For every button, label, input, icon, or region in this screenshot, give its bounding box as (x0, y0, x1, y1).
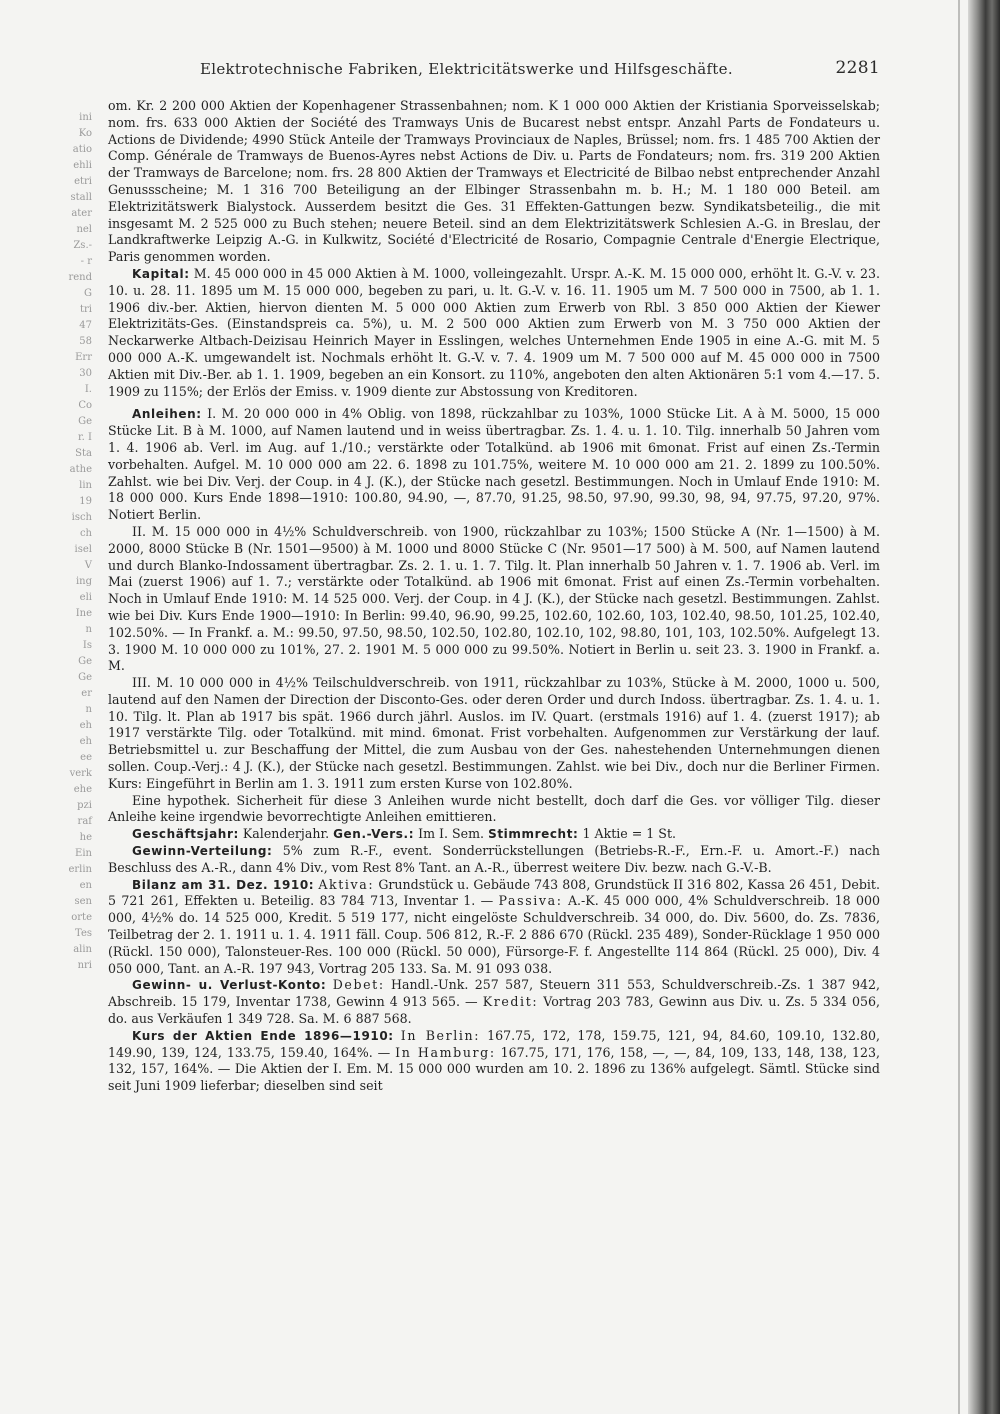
bleed-fragment: eh (79, 720, 92, 731)
hamburg-text: 167.75, 171, 176, 158, —, —, 84, 109, 133, 148, 138, 123, 132, 157, 164%. — (108, 1044, 881, 1077)
bleed-fragment: he (79, 832, 92, 843)
bleed-fragment: raf (77, 816, 92, 827)
bleed-fragment: verk (69, 768, 92, 779)
bleed-fragment: eh (79, 736, 92, 747)
gen-vers-text: Im I. Sem. (418, 826, 485, 842)
bleed-fragment: Ge (78, 656, 92, 667)
berlin-text: 167.75, 172, 178, 159.75, 121, 94, 84.60, 109.10, 132.80, 149.90, 139, 124, 133.75, 159.40, 164%. — (108, 1027, 880, 1060)
kapital-text: M. 45 000 000 in 45 000 Aktien à M. 1000, volleingezahlt. Urspr. A.-K. M. 15 000 000, erhöht lt. G.-V. v. 23. 10. u. 28. 11. 1895 um M. 15 000 000, begeben zu pari, u. lt. G.-V. v. 16. 11. 1905 um M. 7 500 000 in 7500, ab 1. 1. 1906 div.-ber. Aktien, hiervon dienten M. 5 000 000 Aktien zum Erwerb von Rbl. 3 850 000 Aktien der Kiewer Elektrizitäts-Ges. (Einstandspreis ca. 5%), u. M. 2 500 000 Aktien zum Erwerb von M. 3 750 000 Aktien der Neckarwerke Altbach-Deizisau Heinrich Mayer in Esslingen, welches Unternehmen Ende 1905 in eine A.-G. mit M. 5 000 000 A.-K. umgewandelt ist. Nochmals erhöht lt. G.-V. v. 7. 4. 1909 um M. 7 500 000 auf M. 45 000 000 in 7500 Aktien mit Div.-Ber. ab 1. 1. 1909, begeben an ein Konsort. zu 110%, angeboten den alten Aktionären 5:1 vom 4.—17. 5. 1909 zu 115%; der Erlös der Emiss. v. 1909 diente zur Abstossung von Kreditoren. (108, 265, 880, 399)
bleed-fragment: ater (71, 208, 92, 219)
bleed-fragment: lin (79, 480, 92, 491)
bleed-fragment: eli (79, 592, 92, 603)
gen-vers-label: Gen.-Vers.: (333, 827, 415, 842)
debet-text: Handl.-Unk. 257 587, Steuern 311 553, Schuldverschreib.-Zs. 1 387 942, Abschreib. 15 179, Inventar 1738, Gewinn 4 913 565. — (108, 977, 880, 1010)
gewinn-verteilung-label: Gewinn-Verteilung: (132, 844, 273, 859)
bleed-fragment: athe (69, 464, 92, 475)
running-header (200, 60, 880, 84)
bleed-fragment: - r (80, 256, 92, 267)
facing-page-bleed (0, 110, 100, 1370)
gewinn-verlust-label: Gewinn- u. Verlust-Konto: (132, 978, 327, 993)
bleed-fragment: nri (77, 960, 92, 971)
bleed-fragment: I. (84, 384, 92, 395)
bleed-fragment: 47 (79, 320, 92, 331)
bleed-fragment: ing (75, 576, 92, 587)
bleed-fragment: 58 (79, 336, 92, 347)
bleed-fragment: orte (71, 912, 92, 923)
anleihen-label: Anleihen: (132, 407, 202, 422)
kredit-label: Kredit: (482, 994, 539, 1010)
bleed-fragment: Ge (78, 672, 92, 683)
bleed-fragment: Ine (75, 608, 92, 619)
kurs-rest-text: Die Aktien der I. Em. M. 15 000 000 wurden am 10. 2. 1896 zu 136% aufgelegt. Sämtl. Stücke sind seit Juni 1909 lieferbar; dieselben sind seit (108, 1061, 880, 1094)
bleed-fragment: atio (72, 144, 92, 155)
bleed-fragment: G (84, 288, 92, 299)
geschaeftsjahr-paragraph (108, 826, 880, 843)
bleed-fragment: V (84, 560, 92, 571)
bleed-fragment: Zs.- (73, 240, 92, 251)
bleed-fragment: pzi (77, 800, 92, 811)
bleed-fragment: n (85, 624, 92, 635)
anleihe-ii-paragraph: II. M. 15 000 000 in 4½% Schuldverschreib. von 1900, rückzahlbar zu 103%; 1500 Stücke A (Nr. 1—1500) à M. 2000, 8000 Stücke B (Nr. 1501—9500) à M. 1000 und 8000 Stücke C (Nr. 9501—17 500) à M. 500, auf Namen lautend und durch Blanko-Indossament übertragbar. Zs. 2. 1. u. 1. 7. Tilg. lt. Plan innerhalb 50 Jahren v. 1. 7. 1906 ab. Verl. im Mai (zuerst 1906) auf 1. 7.; verstärkte oder Totalkünd. ab 1906 mit 6monat. Frist auf einen Zs.-Termin vorbehalten. Noch in Umlauf Ende 1910: M. 14 525 000. Verj. der Coup. in 4 J. (K.), der Stücke nach gesetzl. Bestimmungen. Zahlst. wie bei Div. Kurs Ende 1900—1910: In Berlin: 99.40, 96.90, 99.25, 102.60, 102.60, 103, 102.40, 98.50, 101.25, 102.40, 102.50%. — In Frankf. a. M.: 99.50, 97.50, 98.50, 102.50, 102.80, 102.10, 102, 98.80, 101, 103, 102.50%. Aufgelegt 13. 3. 1900 M. 10 000 000 zu 101%, 27. 2. 1901 M. 5 000 000 zu 99.50%. Notiert in Berlin u. seit 23. 3. 1900 in Frankf. a. M. (108, 523, 880, 674)
geschaeftsjahr-label: Geschäftsjahr: (132, 827, 239, 842)
passiva-text: A.-K. 45 000 000, 4% Schuldverschreib. 18 000 000, 4½% do. 14 525 000, Kredit. 5 519 177, nicht eingelöste Schuldverschreib. 34 000, do. Div. 5600, do. Zs. 7836, Teilbetrag der 2. 1. 1911 u. 1. 4. 1911 fäll. Coup. 506 812, R.-F. 2 886 670 (Rückl. 235 489), Sonder-Rücklage 1 950 000 (Rückl. 150 000), Talonsteuer-Res. 100 000 (Rückl. 50 000), Fürsorge-F. f. Angestellte 114 864 (Rückl. 25 000), Div. 4 050 000, Tant. an A.-R. 197 943, Vortrag 205 133. Sa. M. 91 093 038. (108, 893, 880, 976)
header-title: Elektrotechnische Fabriken, Elektricitätswerke und Hilfsgeschäfte. (200, 60, 733, 78)
bleed-fragment: ehe (73, 784, 92, 795)
bleed-fragment: Tes (75, 928, 92, 939)
bleed-fragment: r. I (78, 432, 92, 443)
kurs-paragraph (108, 1028, 880, 1095)
bleed-fragment: Ge (78, 416, 92, 427)
anleihe-i-text: I. M. 20 000 000 in 4% Oblig. von 1898, rückzahlbar zu 103%, 1000 Stücke Lit. A à M. 5000, 15 000 Stücke Lit. B à M. 1000, auf Namen lautend und in weiss übertragbar. Zs. 1. 4. u. 1. 10. Tilg. innerhalb 50 Jahren vom 1. 4. 1906 ab. Verl. im Aug. auf 1./10.; verstärkte oder Totalkünd. ab 1906 mit 6monat. Frist auf einen Zs.-Termin vorbehalten. Aufgel. M. 10 000 000 am 22. 6. 1898 zu 101.75%, weitere M. 10 000 000 am 21. 2. 1899 zu 100.50%. Zahlst. wie bei Div. Verj. der Coup. in 4 J. (K.), der Stücke nach gesetzl. Bestimmungen. Noch in Umlauf Ende 1910: M. 18 000 000. Kurs Ende 1898—1910: 100.80, 94.90, —, 87.70, 91.25, 98.50, 97.90, 99.30, 98, 94, 97.75, 97.20, 97%. Notiert Berlin. (108, 406, 880, 523)
stimmrecht-text: 1 Aktie = 1 St. (582, 826, 677, 842)
kapital-label: Kapital: (132, 266, 190, 281)
article-body (108, 98, 880, 1368)
bleed-fragment: ini (79, 112, 92, 123)
bleed-fragment: Err (75, 352, 92, 363)
holdings-paragraph: om. Kr. 2 200 000 Aktien der Kopenhagener Strassenbahnen; nom. K 1 000 000 Aktien der Kristiania Sporveisselskab; nom. frs. 633 000 Aktien der Société des Tramways Unis de Bucarest nebst entspr. Anzahl Parts de Fondateurs u. Actions de Dividende; 4990 Stück Anteile der Tramways Provinciaux de Naples, Brüssel; nom. frs. 1 485 700 Aktien der Comp. Générale de Tramways de Buenos-Ayres nebst Actions de Div. u. Parts de Fondateurs; nom. frs. 319 200 Aktien der Tramways de Barcelone; nom. frs. 28 800 Aktien der Tramways et Electricité de Bilbao nebst entprechender Anzahl Genussscheine; M. 1 316 700 Beteiligung an der Elbinger Strassenbahn m. b. H.; M. 1 180 000 Beteil. am Elektrizitätswerk Bialystock. Ausserdem besitzt die Ges. 31 Effekten-Gattungen bezw. Syndikatsbeteilig., die mit insgesamt M. 2 525 000 zu Buch stehen; neuere Beteil. sind an dem Elektrizitätswerk Schlesien A.-G. in Breslau, der Landkraftwerke Leipzig A.-G. in Kulkwitz, Société d'Electricité de Rosario, Compagnie Centrale d'Energie Electrique, Paris genommen worden. (108, 98, 880, 265)
debet-label: Debet: (332, 977, 385, 993)
book-binding-edge (968, 0, 1000, 1414)
kurs-label: Kurs der Aktien Ende 1896—1910: (132, 1028, 394, 1043)
stimmrecht-label: Stimmrecht: (488, 827, 579, 842)
bilanz-paragraph (108, 877, 880, 978)
bleed-fragment: alin (73, 944, 92, 955)
bleed-fragment: erlin (68, 864, 92, 875)
binding-shadow (958, 0, 960, 1414)
gewinn-verteilung-text: 5% zum R.-F., event. Sonderrückstellungen (Betriebs-R.-F., Ern.-F. u. Amort.-F.) nach Beschluss des A.-R., dann 4% Div., vom Rest 8% Tant. an A.-R., überrest weitere Div. bezw. nach G.-V.-B. (108, 843, 880, 875)
bleed-fragment: nel (76, 224, 92, 235)
bleed-fragment: isel (74, 544, 92, 555)
bleed-fragment: 30 (79, 368, 92, 379)
geschaeftsjahr-text: Kalenderjahr. (242, 826, 330, 842)
passiva-label: Passiva: (498, 893, 563, 909)
hamburg-label: In Hamburg: (395, 1044, 496, 1060)
bleed-fragment: n (85, 704, 92, 715)
bleed-fragment: sen (74, 896, 92, 907)
bleed-fragment: etri (74, 176, 92, 187)
bleed-fragment: Ko (78, 128, 92, 139)
berlin-label: In Berlin: (400, 1027, 481, 1043)
bleed-fragment: 19 (79, 496, 92, 507)
bleed-fragment: en (79, 880, 92, 891)
gewinn-verlust-paragraph (108, 977, 880, 1027)
bilanz-label: Bilanz am 31. Dez. 1910: (132, 877, 315, 892)
bleed-fragment: Co (78, 400, 92, 411)
bleed-fragment: isch (71, 512, 92, 523)
bleed-fragment: ee (80, 752, 92, 763)
bleed-fragment: ehli (73, 160, 92, 171)
bleed-fragment: tri (80, 304, 92, 315)
bleed-fragment: Ein (75, 848, 92, 859)
bleed-fragment: ch (79, 528, 92, 539)
bleed-fragment: stall (70, 192, 92, 203)
bleed-fragment: er (81, 688, 92, 699)
kredit-text: Vortrag 203 783, Gewinn aus Div. u. Zs. 5 334 056, do. aus Verkäufen 1 349 728. Sa. M. 6 887 568. (108, 994, 880, 1027)
page-number: 2281 (835, 58, 880, 78)
aktiva-text: Grundstück u. Gebäude 743 808, Grundstück II 316 802, Kassa 26 451, Debit. 5 721 261, Effekten u. Beteilig. 83 784 713, Inventar 1. — (108, 876, 880, 909)
bleed-fragment: rend (68, 272, 92, 283)
anleihe-iii-paragraph: III. M. 10 000 000 in 4½% Teilschuldverschreib. von 1911, rückzahlbar zu 103%, Stücke à M. 2000, 1000 u. 500, lautend auf den Namen der Direction der Disconto-Ges. oder deren Order und durch Indoss. übertragbar. Zs. 1. 4. u. 1. 10. Tilg. lt. Plan ab 1917 bis spät. 1966 durch jährl. Auslos. im IV. Quart. (erstmals 1916) auf 1. 4. (zuerst 1917); ab 1917 verstärkte Tilg. oder Totalkünd. mit mind. 6monat. Frist vorbehalten. Aufgenommen zur Verstärkung der lauf. Betriebsmittel u. zur Beschaffung der Mittel, die zum Ausbau von der Ges. nahestehenden Unternehmungen dienen sollen. Coup.-Verj.: 4 J. (K.), der Stücke nach gesetzl. Bestimmungen. Zahlst. wie bei Div., doch nur die Berliner Firmen. Kurs: Eingeführt in Berlin am 1. 3. 1911 zum ersten Kurse von 102.80%. (108, 675, 880, 791)
bleed-fragment: Sta (75, 448, 92, 459)
anleihe-i-paragraph (108, 406, 880, 524)
gewinn-verteilung-paragraph (108, 843, 880, 877)
bleed-fragment: Is (82, 640, 92, 651)
kapital-paragraph (108, 266, 880, 400)
aktiva-label: Aktiva: (318, 876, 375, 892)
anleihen-note: Eine hypothek. Sicherheit für diese 3 Anleihen wurde nicht bestellt, doch darf die Ges. vor völliger Tilg. dieser Anleihe keine irgendwie bevorrechtigte Anleihen emittieren. (108, 792, 880, 825)
